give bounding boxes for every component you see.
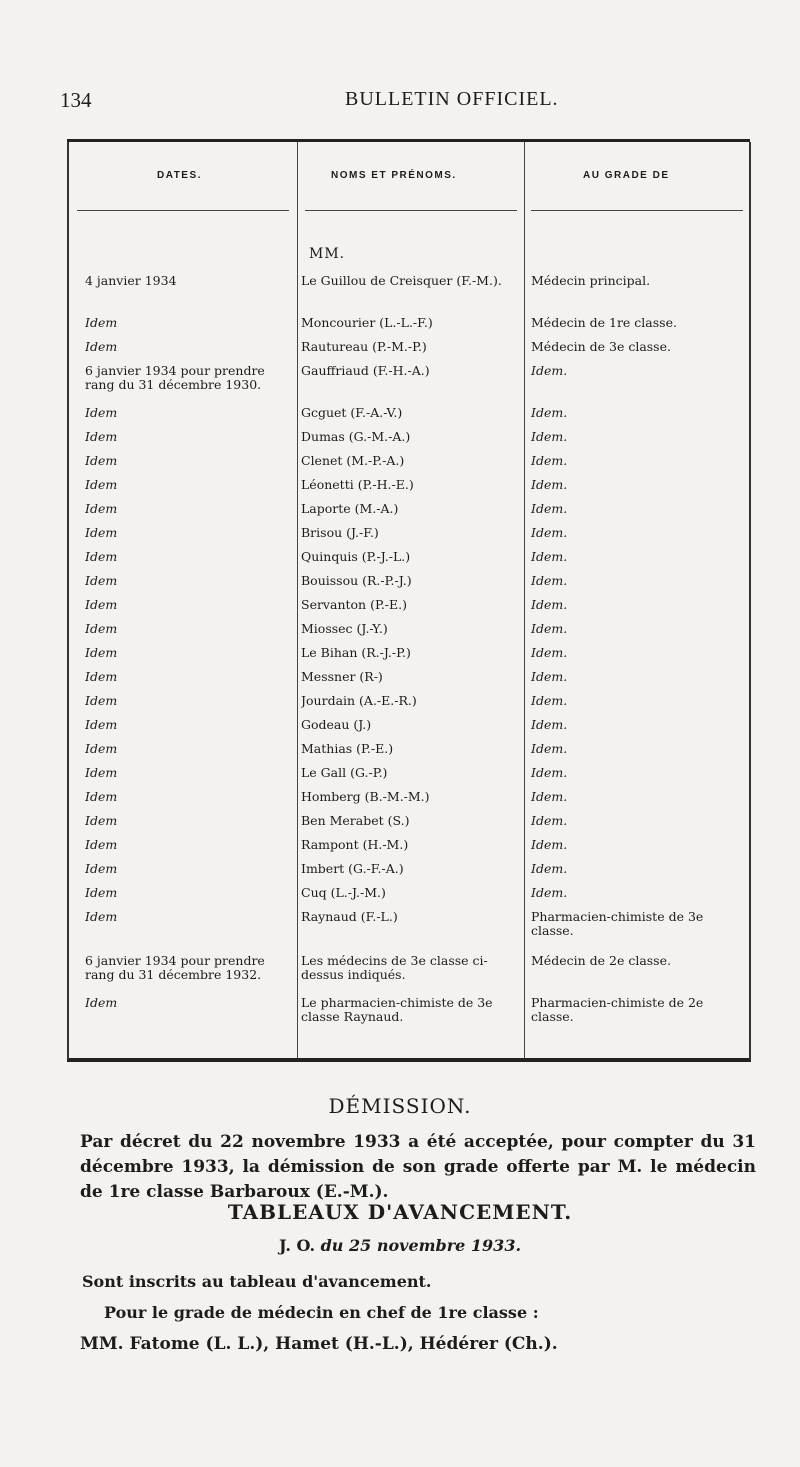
row-date: 6 janvier 1934 pour prendre rang du 31 décembre 1930. [85, 364, 269, 392]
column-divider [297, 142, 298, 1058]
row-grade: Médecin de 2e classe. [531, 953, 671, 968]
row-name: Homberg (B.-M.-M.) [301, 790, 430, 804]
row-grade: Idem. [531, 861, 568, 876]
row-name: Brisou (J.-F.) [301, 526, 379, 540]
row-date: Idem [85, 996, 118, 1010]
row-name: Godeau (J.) [301, 718, 372, 732]
tableaux-heading: TABLEAUX D'AVANCEMENT. [227, 1200, 573, 1224]
row-grade: Idem. [531, 429, 568, 444]
row-name: Bouissou (R.-P.-J.) [301, 574, 412, 588]
row-date: Idem [85, 622, 118, 636]
page-header [60, 88, 750, 118]
row-name: Rautureau (P.-M.-P.) [301, 340, 427, 354]
row-grade: Pharmacien-chimiste de 3e classe. [531, 909, 704, 938]
row-grade: Médecin principal. [531, 273, 651, 288]
row-date: Idem [85, 838, 118, 852]
inscription-line: Sont inscrits au tableau d'avancement. [82, 1272, 432, 1291]
row-date: 4 janvier 1934 [85, 274, 177, 288]
row-grade: Idem. [531, 597, 568, 612]
row-grade: Idem. [531, 717, 568, 732]
row-date: Idem [85, 670, 118, 684]
row-grade: Idem. [531, 363, 568, 378]
row-name: Le Bihan (R.-J.-P.) [301, 646, 411, 660]
row-grade: Idem. [531, 813, 568, 828]
row-name: Mathias (P.-E.) [301, 742, 394, 756]
row-name: Quinquis (P.-J.-L.) [301, 550, 411, 564]
row-grade: Idem. [531, 477, 568, 492]
row-date: Idem [85, 718, 118, 732]
row-name: Raynaud (F.-L.) [301, 910, 398, 924]
grade-line: Pour le grade de médecin en chef de 1re classe : [104, 1303, 539, 1322]
jo-date: du 25 novembre 1933. [320, 1236, 522, 1255]
names-line: MM. Fatome (L. L.), Hamet (H.-L.), Hédérer (Ch.). [80, 1334, 558, 1354]
promotion-table [67, 142, 751, 1062]
row-name: Dumas (G.-M.-A.) [301, 430, 411, 444]
row-date: Idem [85, 646, 118, 660]
row-date: Idem [85, 766, 118, 780]
row-name: Gauffriaud (F.-H.-A.) [301, 364, 430, 378]
row-name: Rampont (H.-M.) [301, 838, 409, 852]
row-grade: Idem. [531, 621, 568, 636]
row-grade: Pharmacien-chimiste de 2e classe. [531, 995, 704, 1024]
header-dates: DATES. [157, 170, 202, 181]
row-date: Idem [85, 886, 118, 900]
jo-reference [0, 1236, 800, 1255]
row-date: Idem [85, 478, 118, 492]
row-date: Idem [85, 574, 118, 588]
row-name: Le Guillou de Creisquer (F.-M.). [301, 274, 502, 288]
row-name: Cuq (L.-J.-M.) [301, 886, 386, 900]
row-name: Ben Merabet (S.) [301, 814, 410, 828]
row-date: Idem [85, 430, 118, 444]
row-name: Miossec (J.-Y.) [301, 622, 388, 636]
row-date: Idem [85, 316, 118, 330]
row-grade: Médecin de 3e classe. [531, 339, 671, 354]
row-date: Idem [85, 454, 118, 468]
header-names: NOMS ET PRÉNOMS. [331, 170, 457, 181]
header-rule [531, 210, 743, 211]
row-grade: Idem. [531, 765, 568, 780]
row-name: Moncourier (L.-L.-F.) [301, 316, 433, 330]
row-grade: Idem. [531, 573, 568, 588]
header-rule [305, 210, 517, 211]
row-name: Léonetti (P.-H.-E.) [301, 478, 414, 492]
page-title: BULLETIN OFFICIEL. [345, 88, 559, 110]
row-date: Idem [85, 814, 118, 828]
row-grade: Idem. [531, 741, 568, 756]
row-name: Jourdain (A.-E.-R.) [301, 694, 417, 708]
row-date: Idem [85, 406, 118, 420]
row-date: Idem [85, 598, 118, 612]
row-grade: Idem. [531, 453, 568, 468]
row-name: Servanton (P.-E.) [301, 598, 407, 612]
row-grade: Idem. [531, 789, 568, 804]
demission-heading: DÉMISSION. [328, 1094, 472, 1118]
row-date: Idem [85, 550, 118, 564]
row-grade: Idem. [531, 645, 568, 660]
column-divider [524, 142, 525, 1058]
row-date: Idem [85, 790, 118, 804]
row-name: Laporte (M.-A.) [301, 502, 399, 516]
row-date: Idem [85, 502, 118, 516]
row-name: Clenet (M.-P.-A.) [301, 454, 405, 468]
row-grade: Idem. [531, 501, 568, 516]
row-date: Idem [85, 526, 118, 540]
row-grade: Idem. [531, 885, 568, 900]
row-name: Gcguet (F.-A.-V.) [301, 406, 403, 420]
row-grade: Idem. [531, 525, 568, 540]
header-grade: AU GRADE DE [583, 170, 670, 181]
row-grade: Idem. [531, 693, 568, 708]
demission-paragraph: Par décret du 22 novembre 1933 a été acceptée, pour compter du 31 décembre 1933, la démission de son grade offerte par M. le médecin de 1re classe Barbaroux (E.-M.). [80, 1132, 756, 1202]
row-name: Le Gall (G.-P.) [301, 766, 388, 780]
header-rule [77, 210, 289, 211]
row-grade: Idem. [531, 837, 568, 852]
row-name: Le pharmacien-chimiste de 3e classe Raynaud. [301, 996, 493, 1024]
row-grade: Idem. [531, 405, 568, 420]
mm-label: MM. [309, 246, 346, 262]
row-name: Les médecins de 3e classe ci-dessus indiqués. [301, 954, 488, 982]
row-name: Messner (R-) [301, 670, 383, 684]
row-grade: Idem. [531, 549, 568, 564]
row-grade: Idem. [531, 669, 568, 684]
row-date: Idem [85, 742, 118, 756]
row-date: Idem [85, 862, 118, 876]
row-date: Idem [85, 340, 118, 354]
row-date: 6 janvier 1934 pour prendre rang du 31 décembre 1932. [85, 954, 269, 982]
row-grade: Médecin de 1re classe. [531, 315, 677, 330]
jo-prefix: J. O. [278, 1236, 316, 1255]
row-date: Idem [85, 910, 118, 924]
row-date: Idem [85, 694, 118, 708]
page-number: 134 [60, 88, 92, 112]
row-name: Imbert (G.-F.-A.) [301, 862, 404, 876]
